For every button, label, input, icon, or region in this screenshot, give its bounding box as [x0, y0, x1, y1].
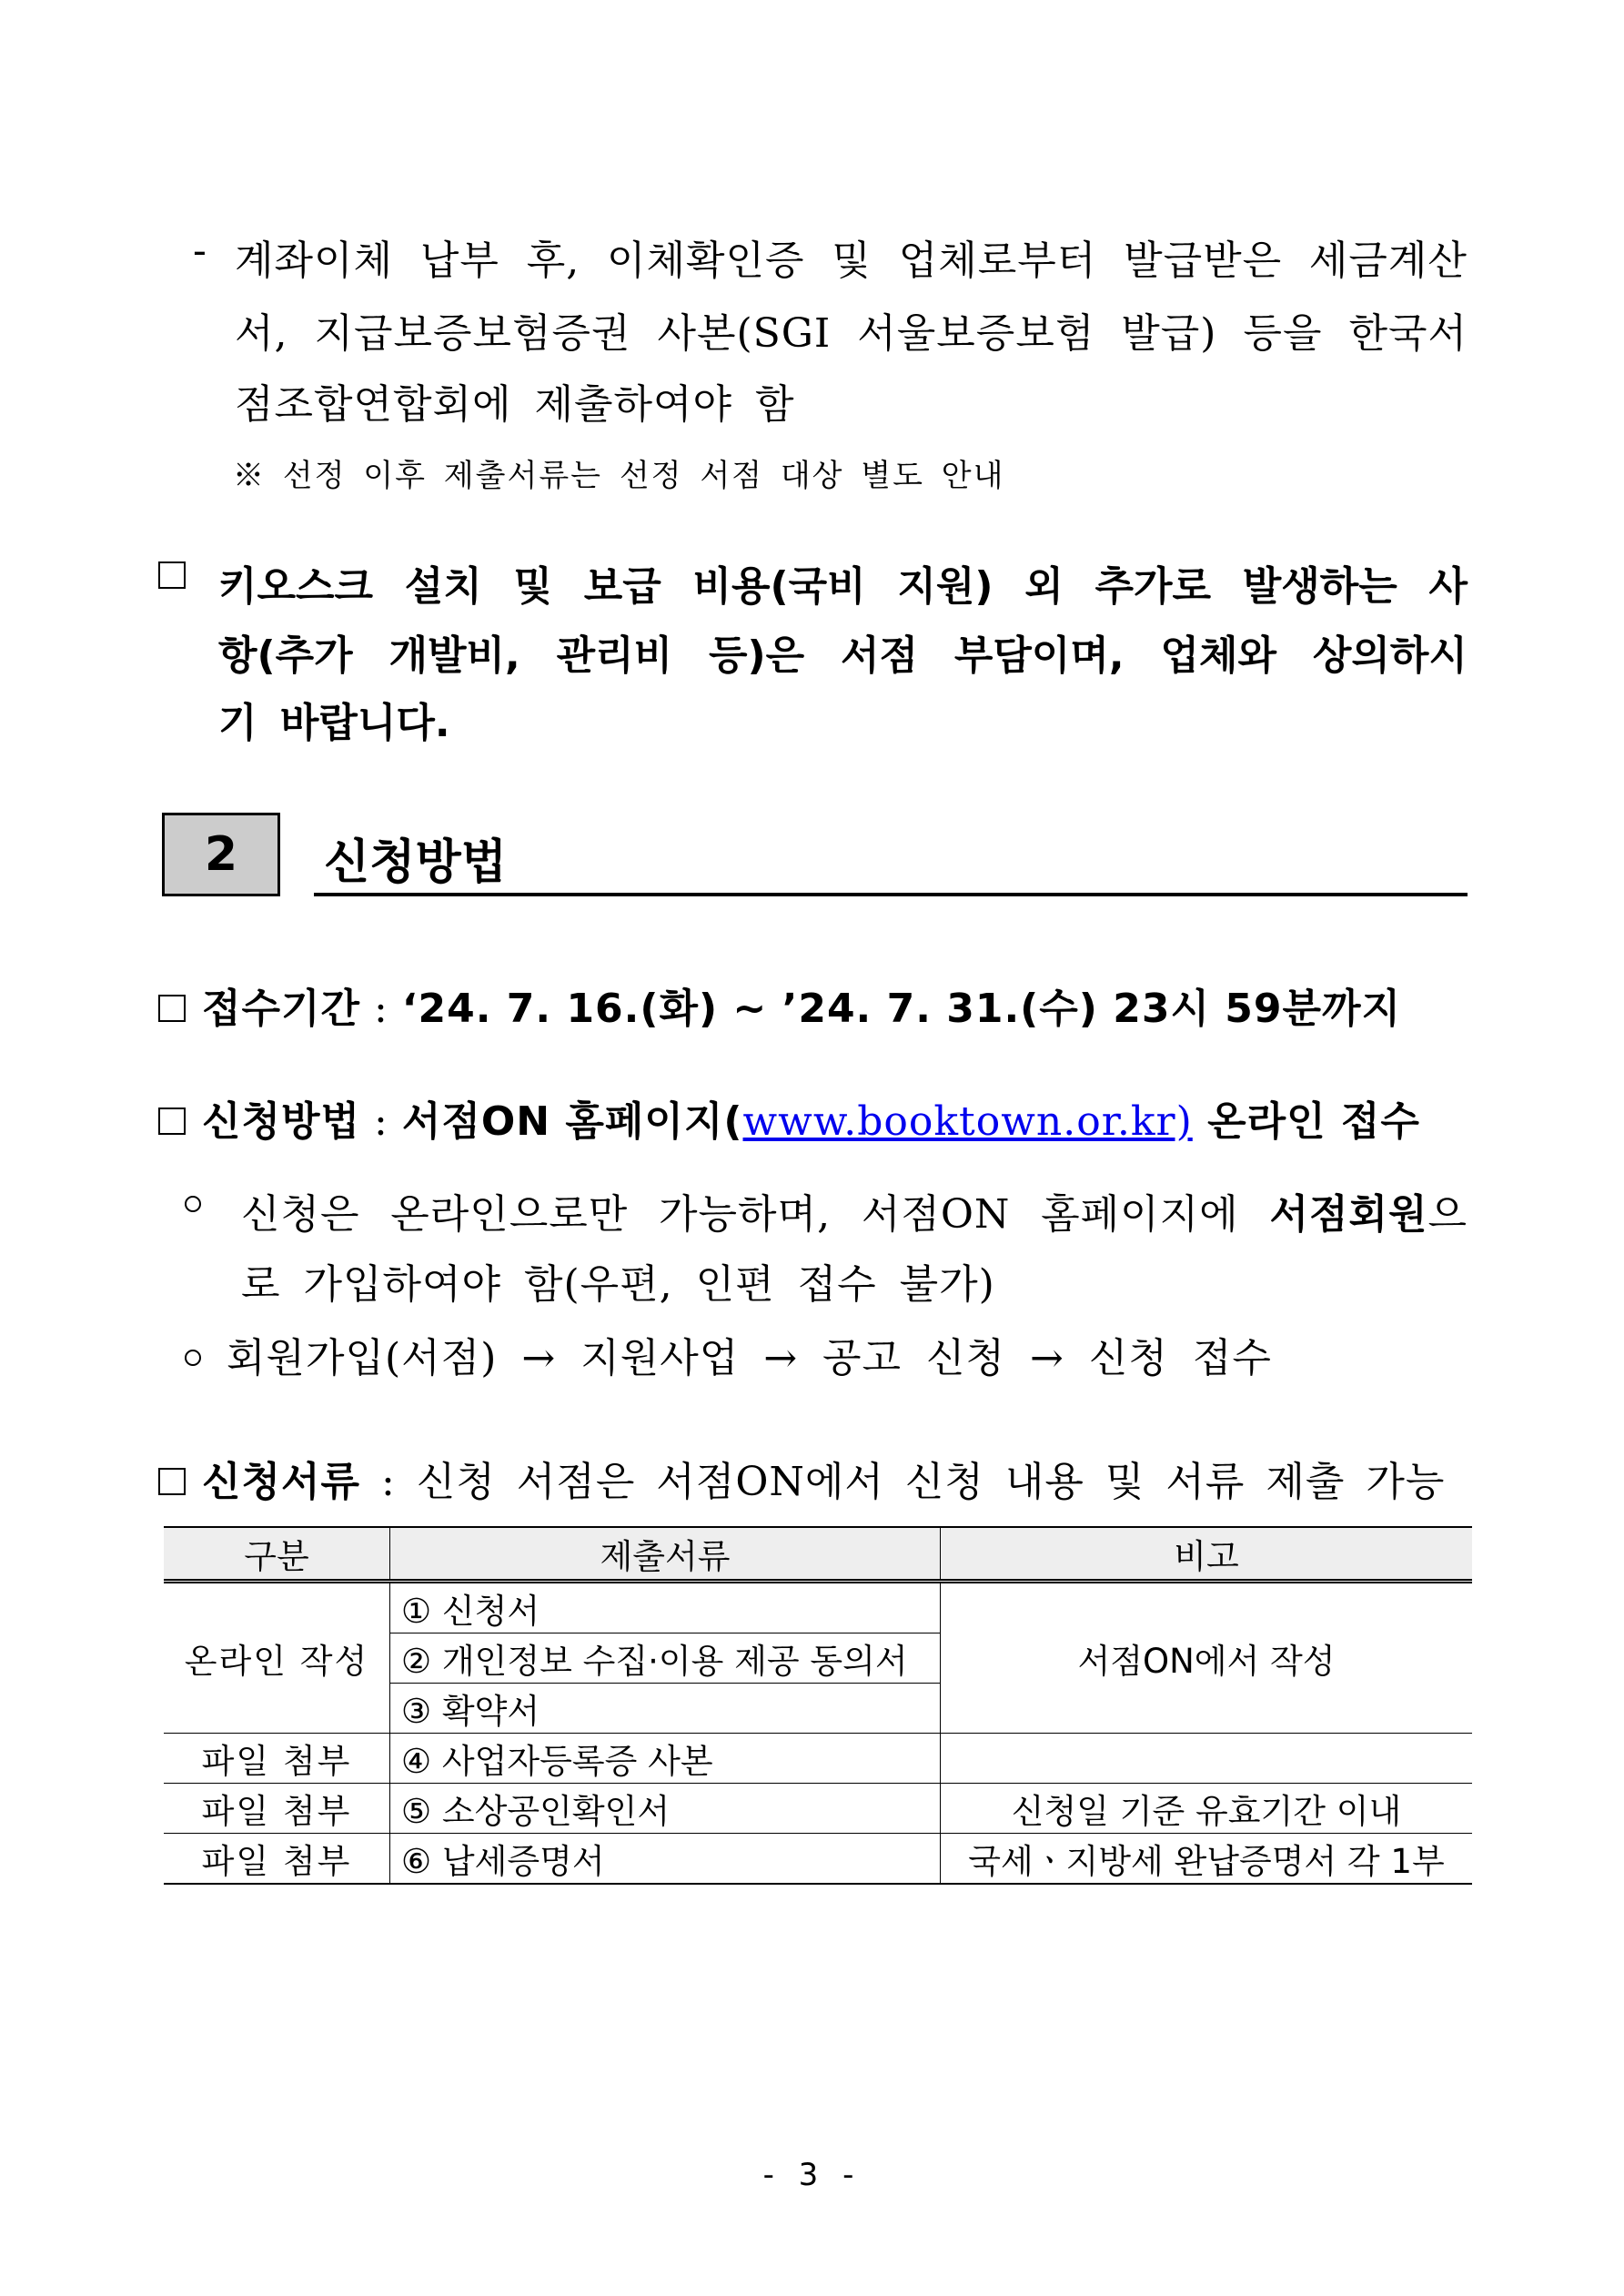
text: 온라인으로만 — [390, 1191, 629, 1238]
circle-bullet-icon — [185, 1350, 201, 1366]
table-row — [164, 1784, 1472, 1834]
text: 신청은 — [241, 1191, 360, 1238]
text: 후, — [526, 238, 580, 284]
table-header-row — [164, 1527, 1472, 1582]
category-cell: 온라인 작성 — [164, 1582, 390, 1734]
text: 납부 — [419, 238, 499, 284]
text: 서, — [235, 310, 288, 357]
booktown-link[interactable]: www.booktown.or.kr) — [742, 1098, 1193, 1145]
selection-note: ※ 선정 이후 제출서류는 선정 서점 대상 별도 안내 — [233, 458, 1005, 494]
period-label: 접수기간 — [202, 986, 361, 1032]
table-row — [164, 1734, 1472, 1784]
text: 및 — [513, 563, 553, 610]
text: 서울보증보험 — [857, 310, 1095, 357]
checkbox-square-icon — [158, 1468, 186, 1495]
method-value-prefix: 서점ON 홈페이지( — [401, 1098, 743, 1145]
text: 외 — [1024, 563, 1064, 610]
checkbox-square-icon — [158, 561, 186, 589]
text: 이체확인증 — [607, 238, 805, 284]
remark-cell: 신청일 기준 유효기간 이내 — [941, 1784, 1473, 1834]
page-number: - 3 - — [762, 2157, 862, 2193]
method-label: 신청방법 — [202, 1098, 361, 1145]
text: 가능하며, — [659, 1191, 832, 1238]
header-document: 제출서류 — [390, 1527, 941, 1582]
dash-item-line-2 — [235, 300, 1468, 359]
circle-bullet-icon — [185, 1196, 201, 1212]
category-cell: 파일 첨부 — [164, 1784, 390, 1834]
text: 업체와 — [1160, 632, 1277, 679]
cost-notice-line-1 — [218, 553, 1468, 612]
text: 등)은 — [709, 632, 805, 679]
text: 지원) — [897, 563, 994, 610]
section-title: 신청방법 — [324, 835, 507, 890]
section-underline — [314, 893, 1468, 896]
method-sub-item-1-line-2: 로 가입하여야 함(우편, 인편 접수 불가) — [241, 1261, 995, 1308]
text: 지급보증보험증권 — [314, 310, 631, 357]
checkbox-square-icon — [158, 1108, 186, 1135]
text: 사본(SGI — [657, 310, 832, 357]
table-row — [164, 1582, 1472, 1633]
text: 설치 — [404, 563, 482, 610]
document-cell: ④ 사업자등록증 사본 — [390, 1734, 941, 1784]
cost-notice-line-2 — [218, 622, 1468, 681]
text — [1269, 1181, 1468, 1239]
text: 홈페이지에 — [1041, 1191, 1239, 1238]
application-period — [158, 976, 1401, 1034]
text: 비용(국비 — [692, 563, 866, 610]
remark-cell: 국세ㆍ지방세 완납증명서 각 1부 — [941, 1834, 1473, 1885]
text: 키오스크 — [218, 563, 374, 610]
text: 부담이며, — [953, 632, 1125, 679]
text: 개발비, — [388, 632, 520, 679]
text: 상의하시 — [1312, 632, 1468, 679]
process-flow: 회원가입(서점) → 지원사업 → 공고 신청 → 신청 접수 — [227, 1335, 1272, 1381]
table-row — [164, 1834, 1472, 1885]
text: 관리비 — [556, 632, 673, 679]
category-cell: 파일 첨부 — [164, 1834, 390, 1885]
method-value-suffix: 온라인 접수 — [1192, 1098, 1420, 1145]
text: 사 — [1428, 563, 1468, 610]
application-documents — [158, 1449, 1445, 1507]
remark-cell — [941, 1734, 1473, 1784]
document-cell: ③ 확약서 — [390, 1684, 941, 1734]
documents-separator: : — [360, 1459, 417, 1505]
method-separator: : — [360, 1098, 402, 1145]
cost-notice-line-3: 기 바랍니다. — [218, 700, 450, 746]
text: 및 — [832, 238, 872, 284]
method-sub-item-1-line-1 — [241, 1181, 1468, 1239]
text: 업체로부터 — [898, 238, 1097, 284]
application-method — [158, 1088, 1420, 1147]
text: 서점ON — [861, 1191, 1011, 1238]
documents-label: 신청서류 — [202, 1459, 361, 1505]
text: 서점 — [841, 632, 919, 679]
text: 한국서 — [1348, 310, 1468, 357]
remark-cell: 서점ON에서 작성 — [941, 1582, 1473, 1734]
document-cell: ① 신청서 — [390, 1582, 941, 1633]
document-cell: ⑤ 소상공인확인서 — [390, 1784, 941, 1834]
text: 계좌이체 — [235, 238, 394, 284]
text: 발급) — [1121, 310, 1217, 357]
method-sub-item-1-bullet — [185, 1181, 227, 1228]
section-number: 2 — [204, 827, 238, 882]
documents-table — [164, 1526, 1472, 1885]
cost-notice-checkbox-row — [158, 553, 202, 600]
document-cell: ⑥ 납세증명서 — [390, 1834, 941, 1885]
document-cell: ② 개인정보 수집·이용 제공 동의서 — [390, 1633, 941, 1684]
text: 등을 — [1243, 310, 1323, 357]
method-sub-item-2 — [185, 1325, 1272, 1383]
text: 발생하는 — [1242, 563, 1397, 610]
text: 으 — [1427, 1191, 1468, 1238]
category-cell: 파일 첨부 — [164, 1734, 390, 1784]
dash-bullet: - — [193, 228, 207, 274]
header-category: 구분 — [164, 1527, 390, 1582]
text: 세금계산 — [1308, 238, 1468, 284]
header-remark: 비고 — [941, 1527, 1473, 1582]
text: 항(추가 — [218, 632, 353, 679]
text: 추가로 — [1094, 563, 1211, 610]
documents-value: 신청 서점은 서점ON에서 신청 내용 및 서류 제출 가능 — [416, 1459, 1446, 1505]
period-value: ‘24. 7. 16.(화) ~ ’24. 7. 31.(수) 23시 59분까지 — [401, 986, 1402, 1032]
dash-item-line-1 — [235, 228, 1468, 286]
period-separator: : — [360, 986, 402, 1032]
bookstore-member-emphasis: 서점회원 — [1269, 1191, 1428, 1238]
text: 보급 — [583, 563, 661, 610]
section-number-box — [162, 813, 280, 896]
checkbox-square-icon — [158, 995, 186, 1022]
dash-item-line-3: 점조합연합회에 제출하여야 함 — [235, 381, 795, 428]
text: 발급받은 — [1124, 238, 1283, 284]
